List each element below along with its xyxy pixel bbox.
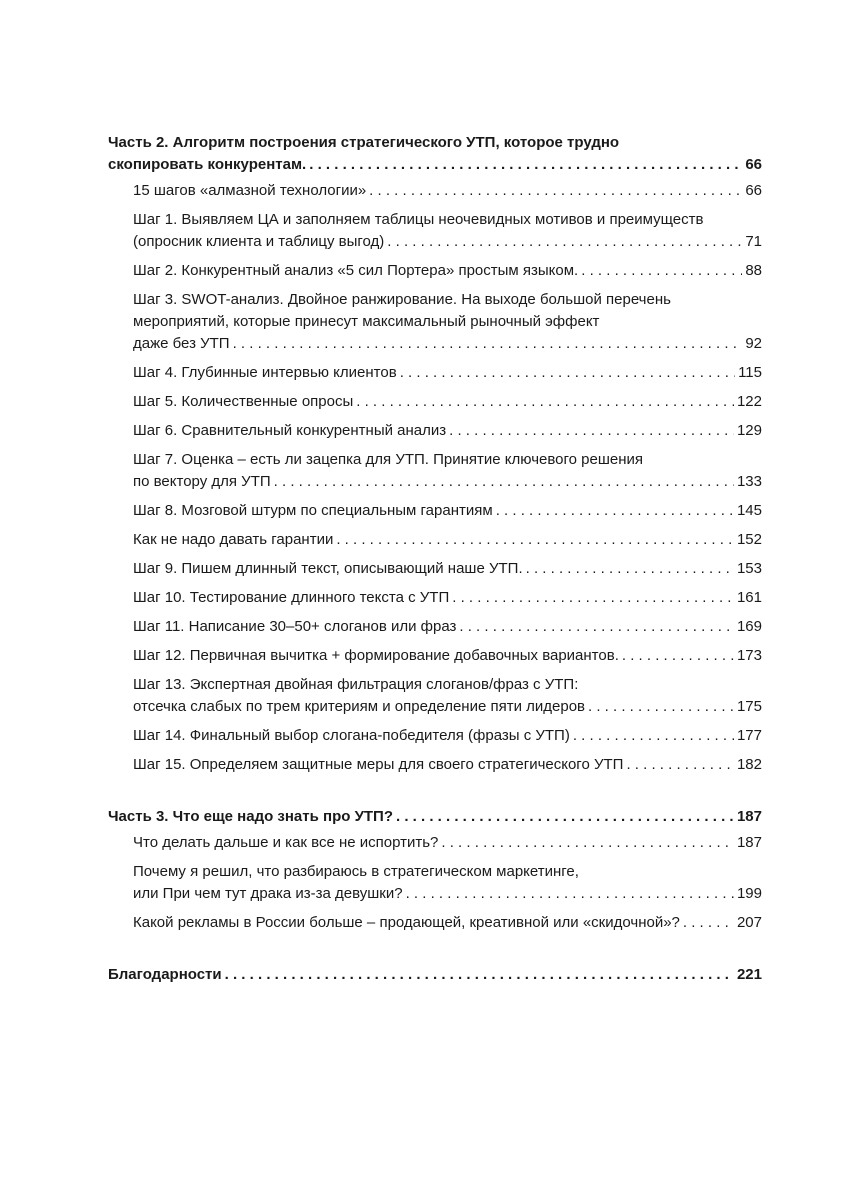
part-2 (108, 132, 762, 776)
dot-leader (274, 471, 734, 493)
toc-entry-line: Шаг 3. SWOT-анализ. Двойное ранжирование. На выходе большой перечень (133, 291, 671, 308)
toc-entry[interactable] (133, 362, 762, 384)
toc-entry[interactable] (133, 558, 762, 580)
toc-entry[interactable] (133, 645, 762, 667)
page-number: 153 (736, 560, 762, 577)
page-number: 122 (736, 393, 762, 410)
toc-entry-line: по вектору для УТП (133, 473, 271, 490)
dot-leader (459, 616, 734, 638)
toc-entry-line: 15 шагов «алмазной технологии» (133, 182, 367, 199)
toc-entry[interactable] (133, 616, 762, 638)
toc-entry[interactable] (133, 449, 762, 493)
toc-entry-line: Шаг 4. Глубинные интервью клиентов (133, 364, 397, 381)
dot-leader (336, 529, 734, 551)
toc-entry-line: Шаг 12. Первичная вычитка + формирование добавочных вариантов. (133, 647, 619, 664)
toc-entry-line: Шаг 9. Пишем длинный текст, описывающий наше УТП. (133, 560, 523, 577)
part-title-line: Часть 2. Алгоритм построения стратегического УТП, которое трудно (108, 134, 620, 151)
dot-leader (526, 558, 734, 580)
toc-entry-line: Как не надо давать гарантии (133, 531, 334, 548)
page-number: 169 (736, 618, 762, 635)
dot-leader (449, 420, 734, 442)
part-2-title[interactable] (108, 132, 762, 176)
page-number: 92 (745, 335, 762, 352)
page-number: 187 (736, 808, 762, 825)
dot-leader (406, 883, 734, 905)
page-number: 221 (736, 966, 762, 983)
toc-entry-line: даже без УТП (133, 335, 230, 352)
part-title-line: скопировать конкурентам. (108, 156, 307, 173)
toc-entry-line: Шаг 14. Финальный выбор слогана-победителя (фразы с УТП) (133, 727, 570, 744)
part-title-line: Часть 3. Что еще надо знать про УТП? (108, 808, 393, 825)
toc-entry[interactable] (133, 832, 762, 854)
dot-leader (369, 180, 742, 202)
toc-entry[interactable] (133, 587, 762, 609)
toc-entry-line: мероприятий, которые принесут максимальный рыночный эффект (133, 313, 600, 330)
page-number: 66 (745, 182, 762, 199)
toc-entry-line: Шаг 15. Определяем защитные меры для своего стратегического УТП (133, 756, 624, 773)
dot-leader (309, 154, 742, 176)
toc-entry[interactable] (133, 180, 762, 202)
dot-leader (496, 500, 734, 522)
page-number: 177 (736, 727, 762, 744)
dot-leader (626, 754, 734, 776)
dot-leader (441, 832, 734, 854)
toc-entry[interactable] (133, 260, 762, 282)
page-number: 152 (736, 531, 762, 548)
toc-entry-line: Почему я решил, что разбираюсь в стратегическом маркетинге, (133, 863, 579, 880)
toc-entry-line: Шаг 11. Написание 30–50+ слоганов или фраз (133, 618, 457, 635)
page-number: 187 (736, 834, 762, 851)
toc-entry-line: Шаг 8. Мозговой штурм по специальным гарантиям (133, 502, 493, 519)
part-3-entries (133, 832, 762, 934)
toc-entry-line: Шаг 5. Количественные опросы (133, 393, 354, 410)
toc-entry-line: Шаг 2. Конкурентный анализ «5 сил Портера» простым языком. (133, 262, 579, 279)
toc-entry[interactable] (133, 420, 762, 442)
toc-entry[interactable] (133, 391, 762, 413)
toc-entry[interactable] (133, 674, 762, 718)
toc-entry[interactable] (133, 861, 762, 905)
page-number: 175 (736, 698, 762, 715)
page-number: 71 (745, 233, 762, 250)
toc-entry-line: или При чем тут драка из-за девушки? (133, 885, 403, 902)
page-number: 133 (736, 473, 762, 490)
toc-entry-line: Какой рекламы в России больше – продающей, креативной или «скидочной»? (133, 914, 680, 931)
part-3 (108, 806, 762, 934)
part-3-title[interactable] (108, 806, 762, 828)
toc-entry[interactable] (133, 289, 762, 355)
dot-leader (588, 696, 734, 718)
page-number: 129 (736, 422, 762, 439)
dot-leader (396, 806, 734, 828)
toc-entry-line: Шаг 10. Тестирование длинного текста с УТП (133, 589, 450, 606)
toc-entry[interactable] (133, 500, 762, 522)
dot-leader (573, 725, 734, 747)
toc-entry-line: отсечка слабых по трем критериям и определение пяти лидеров (133, 698, 585, 715)
page-number: 182 (736, 756, 762, 773)
dot-leader (452, 587, 734, 609)
toc-entry[interactable] (133, 912, 762, 934)
dot-leader (233, 333, 743, 355)
dot-leader (622, 645, 734, 667)
toc-entry-line: Шаг 13. Экспертная двойная фильтрация слоганов/фраз с УТП: (133, 676, 579, 693)
toc-entry-line: Шаг 7. Оценка – есть ли зацепка для УТП. Принятие ключевого решения (133, 451, 644, 468)
dot-leader (581, 260, 742, 282)
dot-leader (400, 362, 735, 384)
page-number: 173 (736, 647, 762, 664)
dot-leader (387, 231, 742, 253)
acknowledgements (108, 964, 762, 986)
page-number: 207 (736, 914, 762, 931)
toc-entry[interactable] (133, 754, 762, 776)
page-number: 161 (736, 589, 762, 606)
part-title-line: Благодарности (108, 966, 222, 983)
page-number: 66 (745, 156, 762, 173)
part-2-entries (133, 180, 762, 776)
table-of-contents (108, 132, 762, 994)
page-number: 199 (736, 885, 762, 902)
toc-entry-line: (опросник клиента и таблицу выгод) (133, 233, 385, 250)
toc-entry[interactable] (133, 209, 762, 253)
page-number: 88 (745, 262, 762, 279)
toc-entry-line: Шаг 6. Сравнительный конкурентный анализ (133, 422, 447, 439)
toc-entry[interactable] (133, 529, 762, 551)
toc-entry-line: Что делать дальше и как все не испортить? (133, 834, 439, 851)
toc-entry[interactable] (133, 725, 762, 747)
page-number: 145 (736, 502, 762, 519)
dot-leader (356, 391, 734, 413)
acknowledgements-title[interactable] (108, 964, 762, 986)
toc-entry-line: Шаг 1. Выявляем ЦА и заполняем таблицы неочевидных мотивов и преимуществ (133, 211, 704, 228)
dot-leader (225, 964, 734, 986)
page-number: 115 (738, 364, 762, 381)
dot-leader (683, 912, 734, 934)
